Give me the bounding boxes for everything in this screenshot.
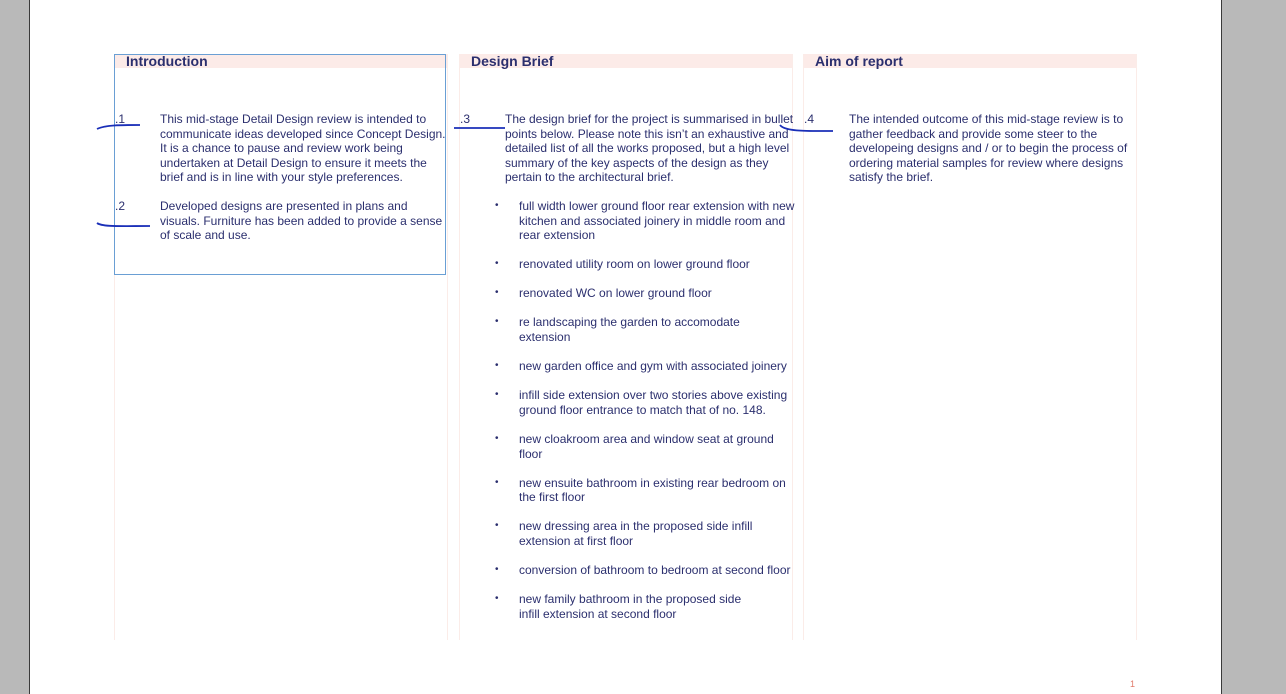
section-title: Introduction [115, 54, 447, 68]
bullet-icon: • [495, 432, 499, 444]
bullet-item: • new cloakroom area and window seat at ground floor [495, 431, 774, 461]
column-aim-of-report [803, 54, 1137, 640]
paragraph-text: This mid-stage Detail Design review is intended to communicate ideas developed since Concept Design. It is a chance to pause and review work being undertaken at Detail Design to ensure it meets the brief and is in line with your style preferences. [160, 112, 446, 185]
bullet-icon: • [495, 360, 499, 372]
bullet-icon: • [495, 476, 499, 488]
bullet-item: • infill side extension over two stories above existing ground floor entrance to match that of no. 148. [495, 388, 788, 417]
paragraph-number: .1 [115, 112, 126, 126]
bullet-item: • renovated utility room on lower ground floor [495, 257, 750, 272]
bullet-icon: • [495, 287, 499, 299]
bullet-icon: • [495, 520, 499, 532]
document-page [29, 0, 1222, 694]
bullet-icon: • [495, 258, 499, 270]
bullet-item: • re landscaping the garden to accomodate extension [495, 315, 740, 345]
bullet-item: • renovated WC on lower ground floor [495, 286, 712, 301]
bullet-item: • new garden office and gym with associated joinery [495, 359, 787, 374]
paragraph-text: The intended outcome of this mid-stage review is to gather feedback and provide some steer to the developeing designs and / or to begin the process of ordering material samples for review where designs satisfy the brief. [849, 112, 1128, 185]
bullet-icon: • [495, 564, 499, 575]
column-introduction [114, 54, 448, 640]
paragraph-number: .4 [804, 112, 815, 126]
section-title: Design Brief [460, 54, 792, 68]
bullet-item: • new family bathroom in the proposed side infill extension at second floor [495, 592, 742, 621]
paragraph-text: The design brief for the project is summarised in bullet points below. Please note this isn’t an exhaustive and detailed list of all the works proposed, but a high level summary of the key aspects of the design as they pertain to the architectural brief. [505, 112, 794, 185]
bullet-item: • conversion of bathroom to bedroom at second floor [495, 563, 791, 577]
section-title: Aim of report [804, 54, 1136, 68]
paragraph-number: .3 [460, 112, 471, 126]
paragraph-text: Developed designs are presented in plans and visuals. Furniture has been added to provide a sense of scale and use. [160, 199, 443, 243]
paragraph-number: .2 [115, 199, 126, 213]
bullet-icon: • [495, 316, 499, 328]
design-brief-bullets [495, 199, 795, 636]
column-design-brief [459, 54, 793, 640]
bullet-item: • new ensuite bathroom in existing rear bedroom on the first floor [495, 475, 786, 505]
bullet-icon: • [495, 389, 499, 401]
page-number: 1 [1129, 679, 1135, 689]
bullet-icon: • [495, 593, 499, 605]
bullet-item: • full width lower ground floor rear extension with new kitchen and associated joinery in middle room and rear extension [495, 199, 795, 243]
bullet-icon: • [495, 200, 499, 211]
bullet-item: • new dressing area in the proposed side infill extension at first floor [495, 519, 753, 548]
